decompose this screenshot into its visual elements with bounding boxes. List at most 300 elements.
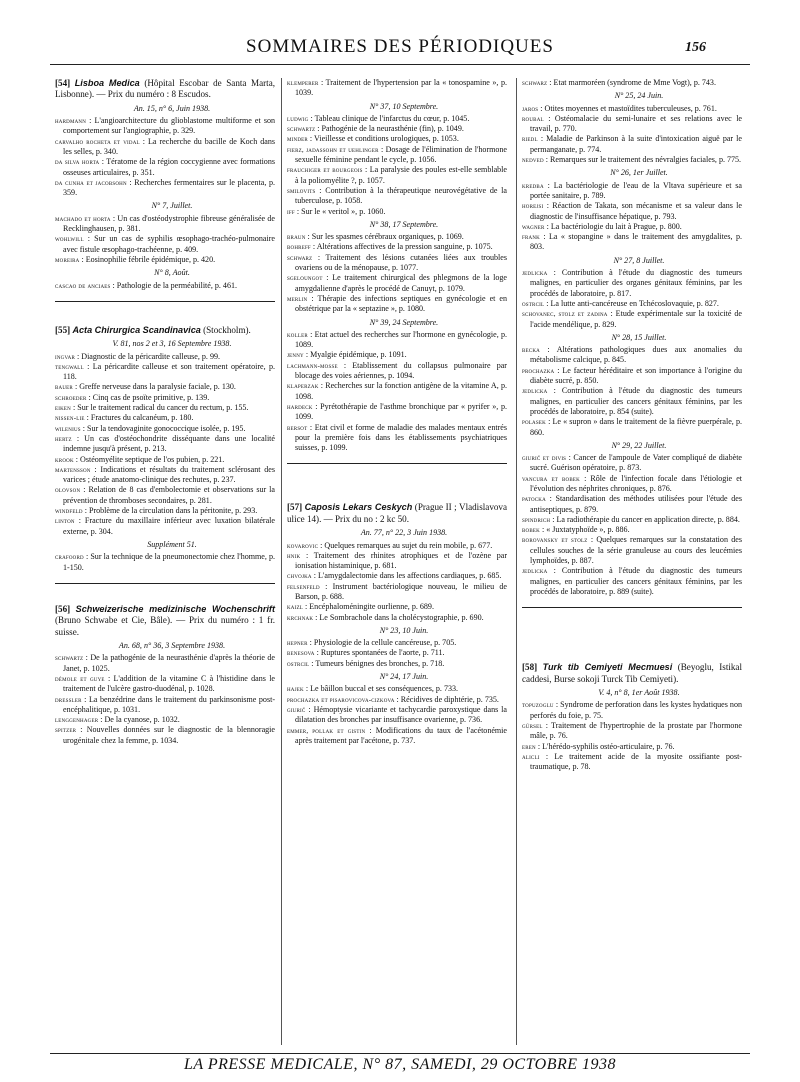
- article-authors: giurič: [287, 705, 306, 714]
- section-rule: [55, 301, 275, 302]
- article-entry: [287, 571, 507, 581]
- article-authors: ostrcil: [522, 299, 545, 308]
- article-entry: [55, 137, 275, 158]
- issue-heading: N° 26, 1er Juillet.: [610, 168, 668, 178]
- article-title: : Sur les spasmes cérébraux organiques, p. 1069.: [305, 232, 464, 242]
- article-entry: [287, 361, 507, 382]
- article-title: : Cinq cas de psoïte primitive, p. 139.: [86, 392, 210, 402]
- article-entry: [522, 386, 742, 417]
- article-title: : La radiothérapie du cancer en application directe, p. 884.: [550, 514, 740, 524]
- article-authors: cascao de anciaes: [55, 281, 111, 290]
- article-entry: [287, 207, 507, 217]
- article-entry: [287, 684, 507, 694]
- article-title: : Relation de 8 cas d'embolectomie et observations sur la prévention de thromboses secondaires, p. 281.: [63, 485, 275, 505]
- article-entry: [287, 695, 507, 705]
- article-authors: nissen-lie: [55, 414, 85, 423]
- article-title: : L'amygdalectomie dans les affections cardiaques, p. 685.: [311, 571, 502, 581]
- article-entry: [55, 413, 275, 423]
- article-entry: [55, 393, 275, 403]
- article-entry: [55, 465, 275, 486]
- article-authors: borovansky et stolz: [522, 536, 588, 545]
- journal-name: Schweizerische medizinische Wochenschrift: [75, 603, 275, 614]
- article-entry: [55, 255, 275, 265]
- article-entry: [55, 382, 275, 392]
- issue-heading: An. 15, n° 6, Juin 1938.: [133, 103, 211, 113]
- article-entry: [522, 78, 742, 88]
- article-entry: [522, 268, 742, 299]
- article-authors: roubal: [522, 114, 544, 123]
- article-authors: krook: [55, 455, 74, 464]
- article-title: : Greffe nerveuse dans la paralysie faciale, p. 130.: [72, 382, 236, 392]
- article-title: : Sur un cas de syphilis œsophago-trachéo-pulmonaire avec fistule œsophago-trachéenne, p. 409.: [63, 234, 275, 254]
- article-entry: [55, 725, 275, 746]
- article-title: : La paralysie des poules est-elle semblable à la poliomyélite ?, p. 1057.: [295, 165, 507, 185]
- article-title: : Etude expérimentale sur la toxicité de l'acide mendélique, p. 829.: [530, 309, 743, 329]
- article-entry: [287, 613, 507, 623]
- page-footer: [50, 1053, 750, 1076]
- article-entry: [55, 653, 275, 674]
- article-title: : Encéphaloméningite ourlienne, p. 689.: [303, 602, 434, 612]
- article-authors: hepner: [287, 639, 308, 648]
- issue-heading: An. 68, n° 36, 3 Septembre 1938.: [118, 641, 226, 651]
- journal-number: [55]: [55, 324, 71, 335]
- article-authors: krchnak: [287, 613, 314, 622]
- article-authors: iff: [287, 207, 295, 216]
- article-authors: bobek: [522, 526, 540, 535]
- section-spacer: [55, 312, 275, 325]
- article-title: : Contribution à l'étude du diagnostic des tumeurs malignes, en particulier des organes génitaux féminins, par les procédés de laboratoire, p. 817.: [530, 268, 742, 298]
- article-title: : Traitement de l'hypertension par la « tonospamine », p. 1039.: [295, 78, 507, 98]
- article-title: : Hémoptysie vicariante et tachycardie paroxystique dans la dilatation des bronches par insuffisance ovarienne, p. 736.: [295, 704, 507, 725]
- article-title: : La péricardite calleuse et son traitement opératoire, p. 118.: [63, 361, 275, 382]
- journal-details: (Stockholm).: [200, 324, 251, 335]
- article-title: : Un cas d'ostéodystrophie fibreuse généralisée de Recklinghausen, p. 381.: [63, 213, 275, 234]
- article-entry: [55, 506, 275, 516]
- article-authors: bauer: [55, 383, 73, 392]
- article-title: : Le « supron » dans le traitement de la fièvre puerpérale, p. 860.: [530, 417, 742, 437]
- article-authors: schwarz: [287, 253, 313, 262]
- article-authors: felsenfeld: [287, 582, 320, 591]
- article-title: : La bactériologie de l'eau de la Vltava supérieure et sa portée sanitaire, p. 789.: [530, 180, 742, 200]
- article-authors: chvojka: [287, 572, 312, 581]
- issue-heading: V. 4, n° 8, 1er Août 1938.: [598, 688, 680, 698]
- article-authors: jedlicka: [522, 567, 548, 576]
- article-entry: [522, 453, 742, 474]
- issue-heading: V. 81, nos 2 et 3, 16 Septembre 1938.: [112, 339, 232, 349]
- article-title: : Contribution à la thérapeutique neurovégétative de la tuberculose, p. 1058.: [295, 185, 507, 206]
- article-title: : Contribution à l'étude du diagnostic des tumeurs malignes, en particulier des cancers génitaux féminins, par les procédés de laboratoire, p. 854 (suite).: [530, 386, 742, 416]
- article-authors: jenny: [287, 351, 304, 360]
- article-authors: nedved: [522, 156, 544, 165]
- article-entry: [55, 674, 275, 695]
- column-3: [522, 78, 742, 772]
- article-authors: hardmann: [55, 117, 87, 126]
- article-authors: ingvar: [55, 352, 75, 361]
- article-title: : Sur la tendovaginite gonococcique isolée, p. 195.: [80, 423, 246, 433]
- article-title: : Tumeurs bénignes des bronches, p. 718.: [309, 658, 445, 668]
- issue-heading: N° 23, 10 Juin.: [379, 625, 429, 635]
- article-title: : Récidives de diphtérie, p. 735.: [394, 694, 499, 704]
- article-entry: [287, 350, 507, 360]
- article-authors: moreira: [55, 255, 80, 264]
- journal-number: [58]: [522, 662, 538, 673]
- article-title: : Altérations affectives de la pression sanguine, p. 1075.: [310, 242, 493, 252]
- article-authors: ostrcil: [287, 659, 310, 668]
- article-entry: [55, 403, 275, 413]
- article-entry: [287, 541, 507, 551]
- article-title: : Ostéomalacie du semi-lunaire et ses relations avec le travail, p. 770.: [530, 113, 742, 134]
- article-entry: [287, 705, 507, 726]
- article-title: : Thérapie des infections septiques en gynécologie et en obstétrique par la « septazine », p. 1080.: [295, 293, 507, 314]
- journal-name: Lisboa Medica: [74, 78, 140, 88]
- journal-details: (Beyoglu, Istikal caddesi, Burse sokoji Turck Tib Cemiyeti).: [522, 662, 742, 684]
- section-spacer: [55, 594, 275, 604]
- article-title: : Remarques sur le traitement des névralgies faciales, p. 775.: [543, 155, 742, 165]
- article-entry: [55, 157, 275, 178]
- article-entry: [287, 551, 507, 572]
- article-title: : Maladie de Parkinson à la suite d'intoxication aiguë par le permanganate, p. 774.: [530, 134, 742, 154]
- article-title: : Réaction de Takata, son mécanisme et sa valeur dans le diagnostic de l'insuffisance hépatique, p. 793.: [530, 201, 742, 221]
- article-entry: [522, 181, 742, 202]
- article-authors: sgeloungot: [287, 274, 323, 283]
- article-authors: hertz: [55, 434, 72, 443]
- issue-heading: An. 77, n° 22, 3 Juin 1938.: [360, 528, 448, 538]
- article-entry: [522, 525, 742, 535]
- article-authors: machado et horta: [55, 214, 111, 223]
- article-entry: [55, 552, 275, 573]
- article-authors: olovson: [55, 486, 81, 495]
- issue-heading: N° 27, 8 Juillet.: [613, 255, 665, 265]
- article-title: : Pyrétothérapie de l'asthme bronchique par « pyrifer », p. 1099.: [295, 401, 507, 422]
- article-authors: horejsi: [522, 202, 544, 211]
- article-entry: [55, 424, 275, 434]
- article-authors: kredba: [522, 181, 544, 190]
- article-title: : La lutte anti-cancéreuse en Tchécoslovaquie, p. 827.: [544, 298, 719, 308]
- article-entry: [287, 145, 507, 166]
- article-title: : « Juxtatyphoïde », p. 886.: [539, 525, 630, 535]
- article-title: : La recherche du bacille de Koch dans les selles, p. 340.: [63, 136, 275, 156]
- article-authors: jaros: [522, 104, 539, 113]
- section-rule: [55, 583, 275, 584]
- article-title: : Problème de la circulation dans la péritonite, p. 293.: [82, 506, 258, 516]
- article-authors: martensson: [55, 465, 91, 474]
- article-entry: [522, 222, 742, 232]
- article-title: : De la pathogénie de la neurasthénie d'après la théorie de Janet, p. 1025.: [63, 653, 275, 673]
- article-title: : Le facteur héréditaire et son importance à l'origine du diabète sucré, p. 850.: [530, 365, 742, 386]
- issue-heading: N° 29, 22 Juillet.: [611, 440, 667, 450]
- article-title: : Contribution à l'étude du diagnostic des tumeurs malignes, en particulier des cancers génitaux féminins, par les procédés de laboratoire, p. 889 (suite).: [530, 566, 742, 596]
- journal-number: [56]: [55, 603, 71, 614]
- issue-heading: N° 39, 24 Septembre.: [369, 317, 439, 327]
- article-title: : Ostéomyélite septique de l'os pubien, p. 221.: [73, 454, 225, 464]
- article-entry: [287, 114, 507, 124]
- article-title: : Traitement des lésions cutanées liées aux troubles ovariens ou de la ménopause, p. 1077.: [295, 252, 507, 273]
- article-authors: carvalho rocheta et vidal: [55, 137, 140, 146]
- article-title: : Sur le traitement radical du cancer du rectum, p. 155.: [71, 403, 249, 413]
- article-authors: spindrich: [522, 515, 551, 524]
- page-header: [50, 34, 750, 65]
- issue-heading: N° 24, 17 Juin.: [379, 672, 429, 682]
- article-authors: klemperer: [287, 79, 319, 87]
- issue-heading: N° 37, 10 Septembre.: [369, 101, 439, 111]
- article-title: : Diagnostic de la péricardite calleuse, p. 99.: [75, 351, 221, 361]
- article-entry: [522, 232, 742, 253]
- article-entry: [287, 582, 507, 603]
- article-title: : Le traitement acide de la myosite ossifiante post-traumatique, p. 78.: [530, 751, 742, 772]
- article-entry: [522, 299, 742, 309]
- article-title: : Pathogénie de la neurasthénie (fin), p. 1049.: [315, 124, 464, 134]
- article-entry: [55, 214, 275, 235]
- article-title: : Tableau clinique de l'infarctus du cœur, p. 1045.: [308, 113, 470, 123]
- article-entry: [55, 116, 275, 137]
- article-entry: [287, 124, 507, 134]
- article-entry: [287, 726, 507, 747]
- article-title: : Modifications du taux de l'acétonémie après traitement par l'acétone, p. 737.: [295, 725, 507, 745]
- article-entry: [522, 515, 742, 525]
- article-entry: [55, 695, 275, 716]
- article-authors: da cunha et jacobsohn: [55, 178, 127, 187]
- article-authors: lachmann-mosse: [287, 361, 338, 370]
- article-authors: hardeck: [287, 402, 313, 411]
- article-entry: [55, 434, 275, 455]
- issue-heading: N° 28, 15 Juillet.: [611, 332, 667, 342]
- section-rule: [287, 463, 507, 464]
- article-authors: wagner: [522, 222, 545, 231]
- article-entry: [522, 309, 742, 330]
- article-title: : Rôle de l'infection focale dans l'étiologie et l'évolution des néphrites chroniques, p. 876.: [530, 473, 742, 493]
- article-entry: [287, 602, 507, 612]
- article-entry: [55, 362, 275, 383]
- article-authors: benesova: [287, 649, 315, 658]
- article-authors: fierz, jadassohn et uehlinger: [287, 145, 379, 154]
- article-title: : La bactériologie du lait à Prague, p. 800.: [544, 221, 682, 231]
- article-authors: hnik: [287, 551, 301, 560]
- page-number: 156: [685, 40, 706, 55]
- article-title: : Altérations pathologiques dues aux anomalies du métabolisme calcique, p. 845.: [530, 345, 742, 365]
- article-authors: windfeld: [55, 507, 83, 516]
- article-authors: wohlwill: [55, 235, 84, 244]
- article-title: : Tératome de la région coccygienne avec formations osseuses articulaires, p. 351.: [63, 157, 275, 177]
- article-entry: [522, 134, 742, 155]
- article-entry: [287, 253, 507, 274]
- article-authors: riedl: [522, 135, 538, 144]
- article-title: : Dosage de l'élimination de l'hormone sexuelle féminine pendant le cycle, p. 1056.: [295, 144, 507, 165]
- article-entry: [522, 155, 742, 165]
- journal-name: Caposis Lekars Ceskych: [304, 502, 413, 513]
- article-title: : Etablissement du collapsus pulmonaire par blocage des voies aériennes, p. 1094.: [295, 360, 507, 381]
- article-authors: kovarovic: [287, 541, 319, 550]
- section-spacer: [522, 618, 742, 662]
- article-authors: prochazka et pisarovicova-cizkova: [287, 695, 395, 704]
- issue-heading: N° 25, 24 Juin.: [614, 91, 664, 101]
- issue-heading: N° 8, Août.: [154, 268, 190, 278]
- journal-heading: [55, 78, 275, 101]
- article-authors: emmer, pollak et gistin: [287, 726, 366, 735]
- article-title: : Etat marmoréen (syndrome de Mme Vogt), p. 743.: [547, 78, 716, 87]
- article-authors: da silva horta: [55, 158, 100, 167]
- article-entry: [287, 648, 507, 658]
- article-entry: [522, 201, 742, 222]
- article-entry: [522, 474, 742, 495]
- article-authors: ludwig: [287, 114, 309, 123]
- article-title: : Etat actuel des recherches sur l'hormone en gynécologie, p. 1089.: [295, 329, 507, 350]
- section-spacer: [287, 474, 507, 502]
- article-entry: [287, 659, 507, 669]
- journal-number: [54]: [55, 78, 71, 88]
- article-entry: [522, 345, 742, 366]
- article-authors: spitzer: [55, 726, 77, 735]
- page-title: SOMMAIRES DES PÉRIODIQUES: [246, 36, 554, 57]
- article-authors: patocka: [522, 495, 546, 504]
- article-title: : Traitement de l'hypertrophie de la prostate par l'hormone mâle, p. 76.: [530, 720, 742, 741]
- article-entry: [522, 721, 742, 742]
- article-authors: schwartz: [287, 125, 316, 134]
- article-entry: [522, 535, 742, 566]
- journal-number: [57]: [287, 502, 303, 513]
- article-title: : Etat civil et forme de maladie des malades mentaux entrés pour la première fois dans les établissements psychiatriques suisses, p. 1099.: [295, 422, 507, 453]
- article-authors: schovanec, stolz et zadina: [522, 310, 608, 319]
- article-title: : L'angioarchitecture du glioblastome multiforme et son comportement sur l'angiographie, p. 329.: [63, 116, 275, 136]
- article-entry: [287, 638, 507, 648]
- article-entry: [55, 178, 275, 199]
- article-authors: merlin: [287, 294, 308, 303]
- article-authors: bersot: [287, 423, 308, 432]
- article-title: : Ruptures spontanées de l'aorte, p. 711.: [314, 648, 445, 658]
- article-title: : Eosinophilie fébrile épidémique, p. 420.: [79, 254, 216, 264]
- article-title: : Fracture du maxillaire inférieur avec luxation bilatérale externe, p. 304.: [63, 516, 275, 536]
- article-authors: frauchiger et bourgeois: [287, 166, 363, 175]
- article-authors: tengwall: [55, 362, 84, 371]
- journal-heading: [55, 604, 275, 638]
- article-title: : Sur la technique de la pneumonectomie chez l'homme, p. 1-150.: [63, 552, 275, 572]
- article-title: : Un cas d'ostéochondrite disséquante dans une localité indemne jusqu'à présent, p. 213.: [63, 433, 275, 454]
- article-authors: schwartz: [55, 654, 84, 663]
- article-entry: [287, 232, 507, 242]
- article-authors: démole et guye: [55, 674, 105, 683]
- article-entry: [287, 134, 507, 144]
- journal-name: Turk tib Cemiyeti Mecmuesi: [542, 662, 673, 673]
- article-entry: [287, 186, 507, 207]
- article-authors: minder: [287, 135, 308, 144]
- article-authors: becka: [522, 346, 540, 355]
- article-title: : Sur le « veritol », p. 1060.: [294, 206, 386, 216]
- article-title: : Myalgie épidémique, p. 1091.: [303, 350, 407, 360]
- article-authors: giurič et divis: [522, 454, 567, 463]
- article-authors: hajek: [287, 685, 304, 694]
- article-authors: smilovits: [287, 186, 316, 195]
- footer-text: LA PRESSE MEDICALE, N° 87, SAMEDI, 29 OCTOBRE 1938: [183, 1056, 617, 1073]
- article-title: : Traitement des rhinites atrophiques et de l'ozène par ionisation histaminique, p. 681.: [295, 550, 507, 571]
- journal-name: Acta Chirurgica Scandinavica: [72, 324, 201, 335]
- article-title: : Recherches sur la fonction antigène de la vitamine A, p. 1098.: [295, 381, 507, 401]
- issue-heading: N° 7, Juillet.: [151, 201, 193, 211]
- article-title: : Physiologie de la cellule cancéreuse, p. 705.: [307, 638, 457, 648]
- article-entry: [55, 715, 275, 725]
- article-entry: [522, 366, 742, 387]
- article-title: : Fractures du calcanéum, p. 180.: [84, 413, 194, 423]
- article-title: : De la cyanose, p. 1032.: [98, 715, 180, 725]
- article-entry: [522, 417, 742, 438]
- issue-heading: N° 38, 17 Septembre.: [369, 219, 439, 229]
- article-entry: [522, 742, 742, 752]
- article-entry: [287, 402, 507, 423]
- article-authors: lenggenhager: [55, 716, 99, 725]
- article-authors: prochazka: [522, 366, 555, 375]
- article-authors: eren: [522, 742, 536, 751]
- article-authors: jedlicka: [522, 387, 548, 396]
- journal-details: (Hôpital Escobar de Santa Marta, Lisbonne). — Prix du numéro : 8 Escudos.: [55, 78, 276, 100]
- article-title: : Recherches fermentaires sur le placenta, p. 359.: [63, 177, 275, 198]
- article-entry: [287, 423, 507, 454]
- article-title: : Le bâillon buccal et ses conséquences, p. 733.: [303, 684, 459, 694]
- article-authors: klaperzak: [287, 382, 319, 391]
- article-entry: [287, 78, 507, 99]
- article-entry: [522, 566, 742, 597]
- article-authors: eiken: [55, 404, 71, 413]
- article-title: : Instrument bactériologique nouveau, le milieu de Barson, p. 688.: [295, 581, 507, 601]
- journal-heading: [287, 502, 507, 525]
- article-authors: jedlicka: [522, 269, 548, 278]
- article-authors: wilenius: [55, 424, 81, 433]
- article-authors: vancura et bobek: [522, 474, 580, 483]
- article-authors: koller: [287, 330, 308, 339]
- article-entry: [55, 455, 275, 465]
- article-entry: [287, 273, 507, 294]
- journal-heading: [55, 325, 275, 336]
- article-entry: [522, 752, 742, 773]
- article-entry: [522, 114, 742, 135]
- article-title: : Standardisation des méthodes utilisées pour l'étude des antiseptiques, p. 879.: [530, 494, 742, 514]
- article-title: : Nouvelles données sur le diagnostic de la blennoragie urogénitale chez la femme, p. 1034.: [63, 725, 275, 745]
- column-divider: [516, 78, 517, 1045]
- section-rule: [522, 607, 742, 608]
- article-entry: [55, 234, 275, 255]
- article-authors: schwarz: [522, 79, 548, 87]
- article-title: : Syndrome de perforation dans les kystes hydatiques non perforés du foie, p. 75.: [530, 700, 742, 720]
- article-title: : Le Sombrachole dans la cholécystographie, p. 690.: [313, 612, 484, 622]
- article-entry: [55, 516, 275, 537]
- article-entry: [522, 104, 742, 114]
- article-title: : Quelques remarques sur la constatation des cellules souches de la série granuleuse au cours des leucémies lymphoïdes, p. 887.: [530, 535, 742, 566]
- article-entry: [287, 294, 507, 315]
- journal-heading: [522, 662, 742, 685]
- journal-details: (Prague II ; Vladislavova ulice 14). — Prix du no : 2 kc 50.: [287, 502, 507, 524]
- article-title: : L'hérédo-syphilis ostéo-articulaire, p. 76.: [535, 741, 675, 751]
- article-title: : Quelques remarques au sujet du rein mobile, p. 677.: [318, 540, 493, 550]
- column-divider: [281, 78, 282, 1045]
- column-2: [287, 78, 507, 746]
- article-entry: [522, 494, 742, 515]
- article-title: : Otites moyennes et mastoïdites tuberculeuses, p. 761.: [538, 103, 717, 113]
- article-title: : Vieillesse et conditions urologiques, p. 1053.: [307, 134, 459, 144]
- article-title: : La « stopangine » dans le traitement des amygdalites, p. 803.: [530, 232, 742, 252]
- article-entry: [55, 352, 275, 362]
- article-authors: polasek: [522, 418, 546, 427]
- article-title: : La benzédrine dans le traitement du parkinsonisme post-encéphalitique, p. 1031.: [63, 694, 275, 714]
- article-authors: topuzoglu: [522, 701, 554, 710]
- article-authors: crafoord: [55, 553, 84, 562]
- article-title: : Le traitement chirurgical des phlegmons de la loge amygdalienne d'après le procédé de Canuyt, p. 1079.: [295, 273, 507, 293]
- article-title: : Cancer de l'ampoule de Vater compliqué de diabète sucré. Guérison opératoire, p. 873.: [530, 453, 742, 473]
- article-authors: alicli: [522, 752, 540, 761]
- article-entry: [55, 281, 275, 291]
- article-entry: [287, 381, 507, 402]
- article-authors: linton: [55, 517, 75, 526]
- article-entry: [287, 242, 507, 252]
- issue-heading: Supplément 51.: [147, 539, 197, 549]
- article-title: : Indications et résultats du traitement sclérosant des varices ; étude anatomo-clinique des rechutes, p. 237.: [63, 464, 275, 485]
- article-entry: [522, 700, 742, 721]
